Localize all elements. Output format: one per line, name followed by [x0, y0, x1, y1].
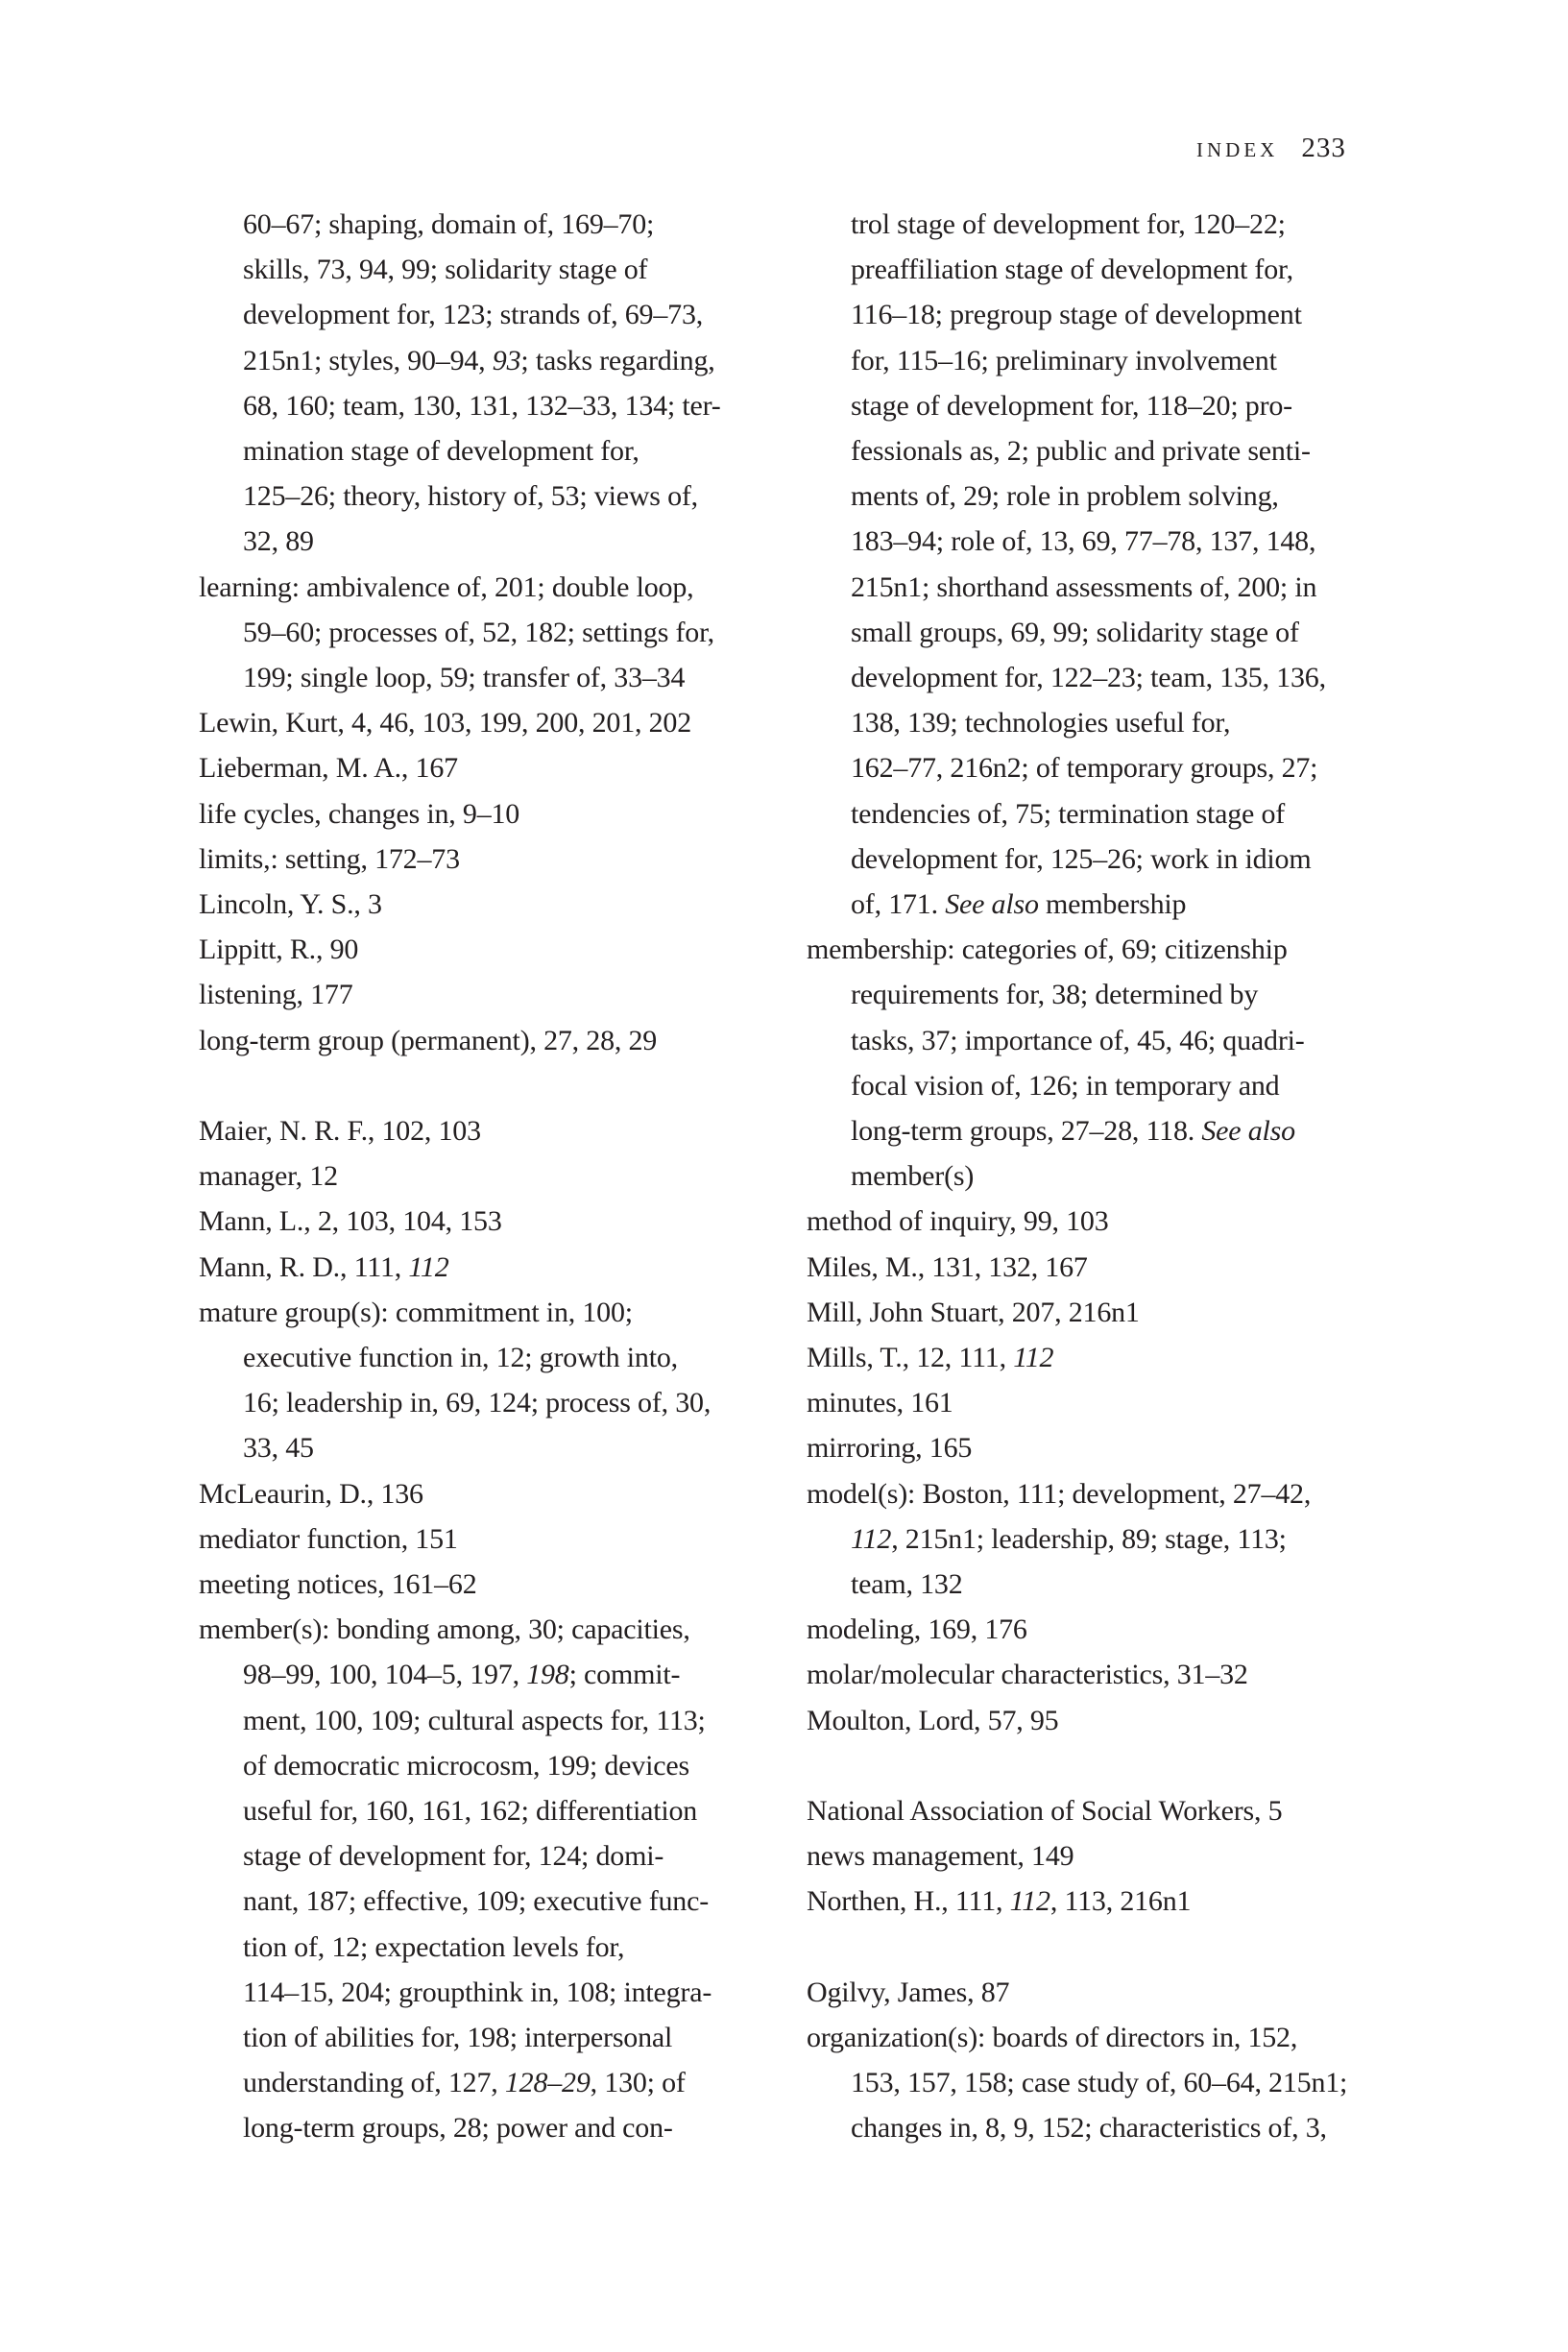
index-continuation-line — [807, 389, 1292, 424]
index-continuation-line — [199, 1749, 689, 1783]
index-text: , 113, 216n1 — [1049, 1885, 1192, 1918]
index-text: method of inquiry, 99, 103 — [807, 1205, 1109, 1238]
index-text: 16; leadership in, 69, 124; process of, 30, — [243, 1387, 712, 1419]
index-continuation-line — [199, 1839, 663, 1874]
index-text: stage of development for, 124; domi- — [243, 1840, 664, 1873]
index-text: limits,: setting, 172–73 — [199, 842, 460, 875]
index-entry-line — [807, 933, 1288, 967]
index-text: requirements for, 38; determined by — [851, 979, 1259, 1011]
index-continuation-line — [199, 344, 715, 378]
index-text: understanding of, 127, — [243, 2067, 505, 2099]
index-entry-line — [199, 887, 382, 922]
index-entry-line — [807, 2021, 1297, 2055]
index-continuation-line — [807, 1159, 974, 1194]
index-entry-line — [807, 1612, 1027, 1647]
index-text: long-term groups, 28; power and con- — [243, 2112, 673, 2145]
index-text: of, 171. — [851, 888, 946, 920]
index-entry-line — [199, 978, 353, 1012]
index-text: ; commit- — [568, 1659, 681, 1691]
index-text: 68, 160; team, 130, 131, 132–33, 134; ter- — [243, 389, 721, 422]
index-entry-line — [807, 1976, 1009, 2010]
index-text: stage of development for, 118–20; pro- — [851, 389, 1292, 422]
index-continuation-line — [199, 616, 714, 650]
index-text: tion of, 12; expectation levels for, — [243, 1930, 625, 1963]
index-continuation-line — [199, 524, 314, 559]
index-text: tasks, 37; importance of, 45, 46; quadri- — [851, 1024, 1305, 1056]
italic-page-ref: See also — [945, 888, 1039, 920]
index-text: 153, 157, 158; case study of, 60–64, 215n1; — [851, 2067, 1348, 2099]
index-continuation-line — [199, 479, 698, 514]
index-entry-line — [199, 1522, 458, 1557]
index-entry-line — [199, 1296, 633, 1330]
index-text: development for, 122–23; team, 135, 136, — [851, 662, 1326, 693]
index-text: 116–18; pregroup stage of development — [851, 299, 1302, 331]
index-continuation-line — [199, 253, 647, 287]
index-text: mination stage of development for, — [243, 435, 639, 467]
index-continuation-line — [199, 1794, 697, 1829]
index-entry-line — [199, 706, 691, 740]
index-text: nant, 187; effective, 109; executive func- — [243, 1885, 710, 1918]
index-text: Ogilvy, James, 87 — [807, 1976, 1010, 2008]
index-entry-line — [807, 1386, 953, 1420]
index-text: preaffiliation stage of development for, — [851, 254, 1293, 286]
index-entry-line — [199, 1024, 657, 1058]
index-text: long-term groups, 27–28, 118. — [851, 1115, 1202, 1147]
index-text: Maier, N. R. F., 102, 103 — [199, 1115, 481, 1147]
index-text: learning: ambivalence of, 201; double loop, — [199, 570, 694, 603]
index-text: Moulton, Lord, 57, 95 — [807, 1704, 1059, 1736]
index-text: modeling, 169, 176 — [807, 1613, 1027, 1646]
index-entry-line — [807, 1794, 1282, 1829]
index-text: tendencies of, 75; termination stage of — [851, 797, 1286, 830]
index-text: mediator function, 151 — [199, 1522, 458, 1555]
index-entry-line — [199, 842, 460, 877]
index-continuation-line — [199, 434, 639, 469]
index-text: 162–77, 216n2; of temporary groups, 27; — [851, 752, 1318, 785]
index-entry-line — [807, 1477, 1311, 1512]
index-entry-line — [199, 1114, 481, 1149]
index-entry-line — [807, 1341, 1053, 1375]
index-continuation-line — [199, 1431, 314, 1466]
index-entry-line — [807, 1204, 1109, 1239]
running-head — [1196, 133, 1346, 164]
index-entry-line — [199, 1250, 449, 1285]
index-continuation-line — [807, 616, 1299, 650]
index-text: changes in, 8, 9, 152; characteristics of, 3, — [851, 2112, 1327, 2145]
index-entry-line — [199, 797, 519, 832]
index-continuation-line — [807, 207, 1286, 242]
index-continuation-line — [199, 2111, 673, 2146]
index-entry-line — [199, 1477, 423, 1512]
index-text: fessionals as, 2; public and private senti- — [851, 435, 1311, 467]
index-text: 98–99, 100, 104–5, 197, — [243, 1659, 527, 1691]
index-text: 32, 89 — [243, 525, 314, 558]
index-text: Mann, R. D., 111, — [199, 1250, 409, 1283]
index-continuation-line — [807, 570, 1316, 605]
italic-page-ref: 198 — [526, 1659, 569, 1691]
index-continuation-line — [199, 661, 685, 695]
index-entry-line — [199, 1612, 690, 1647]
index-text: for, 115–16; preliminary involvement — [851, 344, 1277, 376]
index-text: organization(s): boards of directors in, 152, — [807, 2022, 1298, 2053]
index-entry-line — [807, 1250, 1088, 1285]
index-continuation-line — [807, 434, 1311, 469]
index-continuation-line — [807, 706, 1230, 740]
index-text: life cycles, changes in, 9–10 — [199, 797, 520, 830]
index-continuation-line — [807, 1114, 1295, 1149]
index-text: 114–15, 204; groupthink in, 108; integra- — [243, 1976, 712, 2008]
index-entry-line — [807, 1884, 1191, 1919]
index-text: membership: categories of, 69; citizenship — [807, 934, 1288, 966]
index-entry-line — [199, 933, 358, 967]
index-text: Miles, M., 131, 132, 167 — [807, 1250, 1088, 1283]
index-continuation-line — [807, 842, 1311, 877]
index-text: useful for, 160, 161, 162; differentiation — [243, 1795, 698, 1827]
index-text: Northen, H., 111, — [807, 1885, 1010, 1918]
index-text: Mills, T., 12, 111, — [807, 1342, 1014, 1373]
index-text: development for, 123; strands of, 69–73, — [243, 299, 704, 331]
index-entry-line — [199, 1159, 338, 1194]
index-continuation-line — [807, 797, 1285, 832]
index-entry-line — [807, 1431, 972, 1466]
index-continuation-line — [199, 1704, 706, 1738]
index-text: manager, 12 — [199, 1160, 338, 1193]
index-entry-line — [199, 1567, 477, 1602]
index-text: development for, 125–26; work in idiom — [851, 842, 1312, 875]
index-text: 183–94; role of, 13, 69, 77–78, 137, 148, — [851, 525, 1316, 558]
index-text: member(s) — [851, 1160, 975, 1193]
index-continuation-line — [807, 661, 1326, 695]
index-text: listening, 177 — [199, 979, 353, 1011]
index-text: news management, 149 — [807, 1840, 1074, 1873]
index-continuation-line — [199, 1976, 712, 2010]
index-text: model(s): Boston, 111; development, 27–42, — [807, 1477, 1312, 1510]
index-continuation-line — [199, 2066, 686, 2100]
index-text: membership — [1038, 888, 1187, 920]
index-text: 215n1; styles, 90–94, — [243, 344, 493, 376]
index-text: mirroring, 165 — [807, 1432, 973, 1465]
index-text: 59–60; processes of, 52, 182; settings for, — [243, 616, 714, 648]
index-continuation-line — [199, 207, 654, 242]
index-entry-line — [807, 1658, 1248, 1692]
index-text: 125–26; theory, history of, 53; views of, — [243, 480, 698, 513]
index-text: tion of abilities for, 198; interpersonal — [243, 2022, 673, 2053]
index-text: Mill, John Stuart, 207, 216n1 — [807, 1296, 1140, 1328]
index-text: of democratic microcosm, 199; devices — [243, 1749, 689, 1782]
index-continuation-line — [807, 253, 1293, 287]
italic-page-ref: See also — [1201, 1115, 1295, 1147]
index-text: 33, 45 — [243, 1432, 314, 1465]
index-text: National Association of Social Workers, 5 — [807, 1795, 1283, 1827]
index-text: ment, 100, 109; cultural aspects for, 113; — [243, 1704, 706, 1736]
index-continuation-line — [807, 479, 1279, 514]
index-entry-line — [199, 570, 693, 605]
italic-page-ref: 128–29 — [504, 2067, 591, 2099]
index-entry-line — [199, 1204, 502, 1239]
index-text: 138, 139; technologies useful for, — [851, 707, 1231, 740]
italic-page-ref: 112 — [1009, 1885, 1050, 1918]
index-text: Lewin, Kurt, 4, 46, 103, 199, 200, 201, 202 — [199, 707, 692, 740]
index-continuation-line — [807, 344, 1277, 378]
index-continuation-line — [199, 298, 703, 332]
index-text: member(s): bonding among, 30; capacities, — [199, 1613, 690, 1646]
index-entry-line — [199, 751, 458, 786]
index-continuation-line — [807, 1069, 1279, 1103]
index-continuation-line — [807, 2066, 1347, 2100]
index-continuation-line — [807, 1567, 963, 1602]
index-text: trol stage of development for, 120–22; — [851, 208, 1286, 240]
index-text: focal vision of, 126; in temporary and — [851, 1069, 1280, 1102]
index-continuation-line — [807, 751, 1317, 786]
index-continuation-line — [807, 2111, 1327, 2146]
index-text: Lieberman, M. A., 167 — [199, 752, 458, 785]
index-text: , 215n1; leadership, 89; stage, 113; — [891, 1522, 1287, 1555]
index-text: meeting notices, 161–62 — [199, 1568, 477, 1600]
index-text: minutes, 161 — [807, 1387, 953, 1419]
index-text: executive function in, 12; growth into, — [243, 1342, 678, 1373]
italic-page-ref: 112 — [1013, 1342, 1054, 1373]
section-label: INDEX — [1196, 138, 1279, 161]
index-text: small groups, 69, 99; solidarity stage of — [851, 616, 1299, 648]
index-text: Mann, L., 2, 103, 104, 153 — [199, 1205, 502, 1238]
index-entry-line — [807, 1704, 1058, 1738]
index-text: Lincoln, Y. S., 3 — [199, 888, 382, 920]
italic-page-ref: 112 — [851, 1522, 892, 1555]
index-continuation-line — [807, 524, 1315, 559]
index-text: molar/molecular characteristics, 31–32 — [807, 1659, 1248, 1691]
index-continuation-line — [199, 389, 721, 424]
index-text: 215n1; shorthand assessments of, 200; in — [851, 570, 1317, 603]
index-entry-line — [807, 1296, 1140, 1330]
index-continuation-line — [199, 1884, 709, 1919]
index-continuation-line — [807, 1024, 1305, 1058]
index-text: long-term group (permanent), 27, 28, 29 — [199, 1024, 658, 1056]
index-text: Lippitt, R., 90 — [199, 934, 359, 966]
index-continuation-line — [199, 1930, 624, 1965]
index-text: ; tasks regarding, — [520, 344, 715, 376]
index-text: skills, 73, 94, 99; solidarity stage of — [243, 254, 648, 286]
index-text: 60–67; shaping, domain of, 169–70; — [243, 208, 655, 240]
index-text: team, 132 — [851, 1568, 963, 1600]
index-continuation-line — [807, 887, 1186, 922]
index-continuation-line — [807, 1522, 1287, 1557]
index-continuation-line — [807, 978, 1258, 1012]
index-text: 199; single loop, 59; transfer of, 33–34 — [243, 662, 686, 693]
index-continuation-line — [199, 1341, 678, 1375]
index-entry-line — [807, 1839, 1073, 1874]
index-text: McLeaurin, D., 136 — [199, 1477, 423, 1510]
italic-page-ref: 93 — [492, 344, 521, 376]
index-continuation-line — [199, 1658, 680, 1692]
index-continuation-line — [199, 2021, 672, 2055]
italic-page-ref: 112 — [408, 1250, 449, 1283]
index-text: , 130; of — [590, 2067, 686, 2099]
index-continuation-line — [199, 1386, 711, 1420]
page-number: 233 — [1301, 133, 1346, 163]
index-text: mature group(s): commitment in, 100; — [199, 1296, 633, 1328]
index-continuation-line — [807, 298, 1302, 332]
index-text: ments of, 29; role in problem solving, — [851, 480, 1279, 513]
